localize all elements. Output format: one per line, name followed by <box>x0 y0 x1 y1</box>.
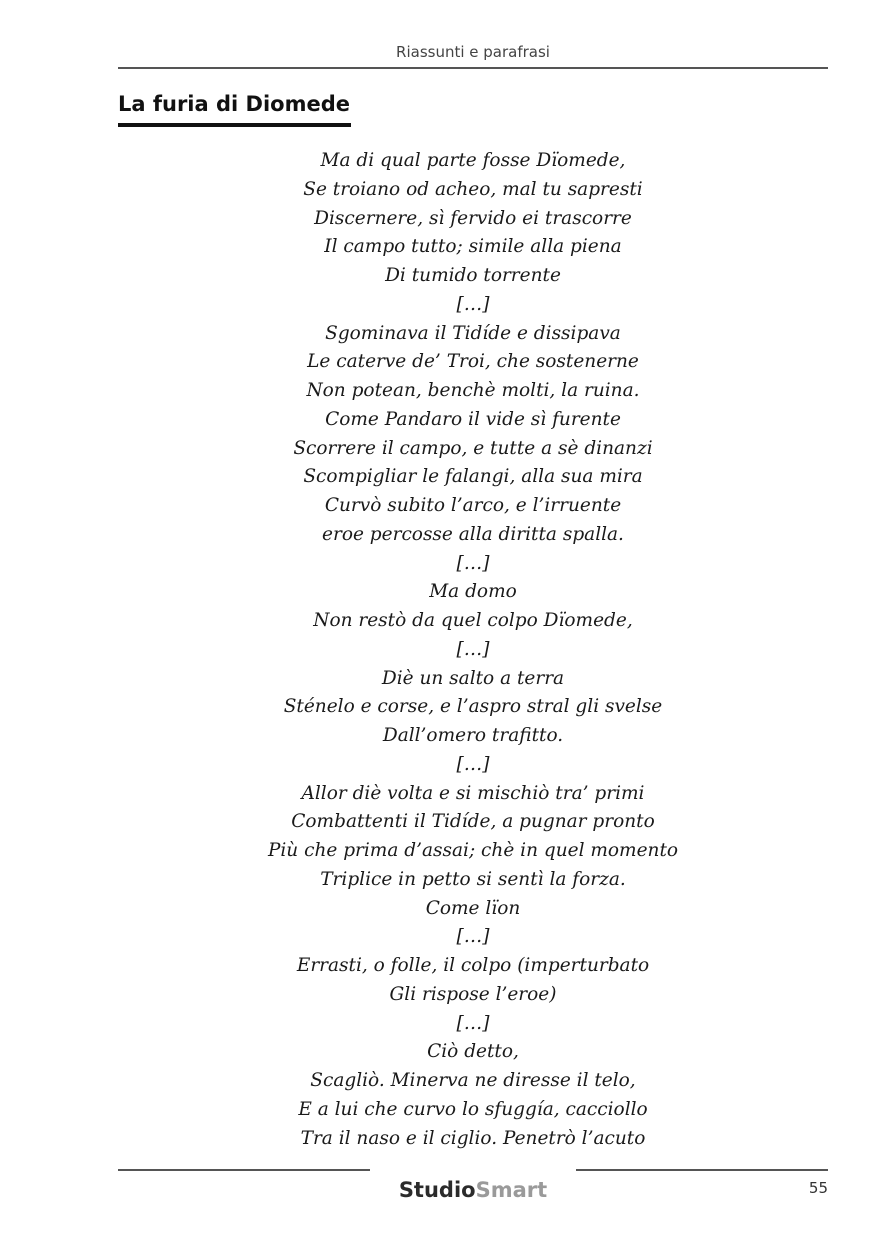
poem-line: Scorrere il campo, e tutte a sè dinanzi <box>293 437 653 459</box>
poem-ellipsis: […] <box>456 293 490 315</box>
poem-line: Ma di qual parte fosse Dïomede, <box>320 150 626 171</box>
poem-ellipsis: […] <box>456 1012 490 1034</box>
poem-line: Triplice in petto si sentì la forza. <box>320 868 626 890</box>
poem-line: Di tumido torrente <box>385 265 561 286</box>
poem-line: Tra il naso e il ciglio. Penetrò l’acuto <box>300 1127 646 1149</box>
poem-ellipsis: […] <box>456 552 490 574</box>
poem-line: eroe percosse alla diritta spalla. <box>322 523 624 545</box>
poem-line: Dall’omero trafitto. <box>382 725 564 746</box>
poem-excerpt <box>118 147 828 1153</box>
section-title-underline <box>118 123 351 127</box>
running-header: Riassunti e parafrasi <box>396 43 550 61</box>
poem-ellipsis: […] <box>456 638 490 660</box>
brand-logo <box>370 1175 576 1205</box>
poem-ellipsis: […] <box>456 926 490 948</box>
section-title: La furia di Diomede <box>118 92 350 116</box>
poem-ellipsis: […] <box>456 753 490 775</box>
poem-line: Allor diè volta e si mischiò tra’ primi <box>301 782 645 804</box>
poem-line: Ma domo <box>429 581 517 603</box>
poem-line: Le caterve de’ Troi, che sostenerne <box>307 351 639 373</box>
poem-line: Errasti, o folle, il colpo (imperturbato <box>296 955 650 976</box>
poem-line: Sgominava il Tidíde e dissipava <box>325 322 621 344</box>
poem-line: Non restò da quel colpo Dïomede, <box>313 610 633 631</box>
poem-line: Come lïon <box>425 897 521 919</box>
poem-line: Gli rispose l’eroe) <box>389 983 557 1005</box>
poem-line: Se troiano od acheo, mal tu sapresti <box>303 178 643 200</box>
poem-line: Discernere, sì fervido ei trascorre <box>314 207 632 229</box>
page-number: 55 <box>808 1179 828 1197</box>
poem-line: Curvò subito l’arco, e l’irruente <box>324 495 622 516</box>
footer-divider-right <box>576 1169 828 1171</box>
poem-line: Scagliò. Minerva ne diresse il telo, <box>310 1070 636 1091</box>
poem-line: Più che prima d’assai; chè in quel momento <box>267 840 679 861</box>
brand-logo-part-smart: Smart <box>475 1178 548 1202</box>
poem-line: E a lui che curvo lo sfuggía, cacciollo <box>298 1098 648 1120</box>
poem-line: Scompigliar le falangi, alla sua mira <box>303 466 643 488</box>
footer-divider-left <box>118 1169 370 1171</box>
poem-line: Il campo tutto; simile alla piena <box>324 236 622 258</box>
poem-line: Come Pandaro il vide sì furente <box>325 408 621 430</box>
poem-line: Diè un salto a terra <box>381 667 565 689</box>
poem-line: Sténelo e corse, e l’aspro stral gli svelse <box>283 696 663 718</box>
poem-line: Ciò detto, <box>427 1041 519 1063</box>
poem-line: Non potean, benchè molti, la ruina. <box>306 380 640 401</box>
brand-logo-part-studio: Studio <box>398 1178 476 1202</box>
poem-line: Combattenti il Tidíde, a pugnar pronto <box>291 811 655 833</box>
header-divider <box>118 67 828 69</box>
